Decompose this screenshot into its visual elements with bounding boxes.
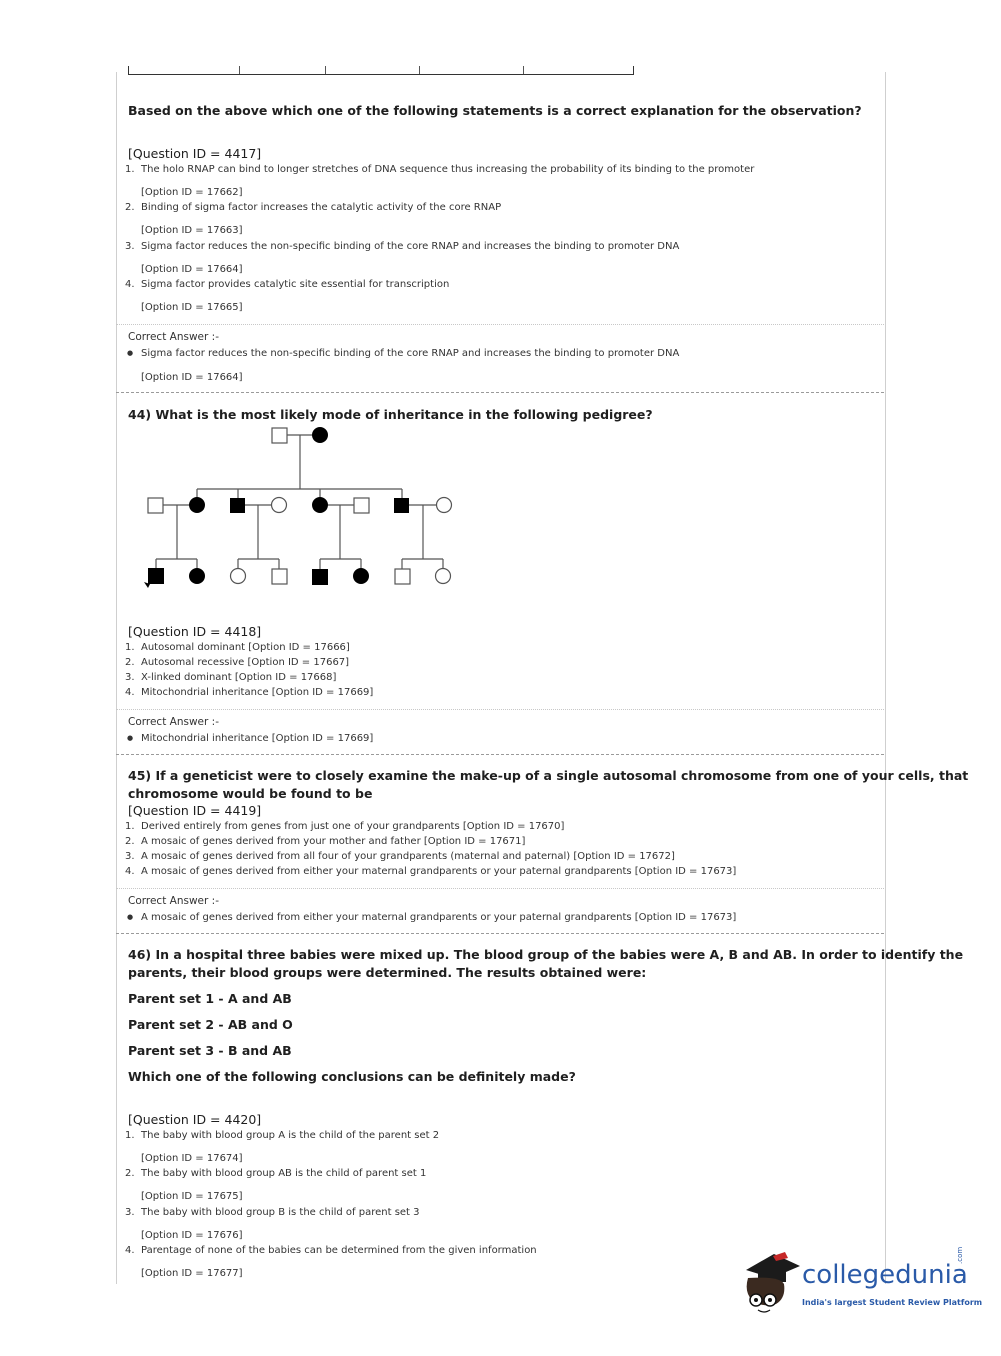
question-text: 44) What is the most likely mode of inheritance in the following pedigree? xyxy=(128,407,653,422)
intro-question: Based on the above which one of the following statements is a correct explanation for the observation? xyxy=(128,103,862,118)
option-text: X-linked dominant [Option ID = 17668] xyxy=(141,672,337,683)
option-text: Sigma factor provides catalytic site essential for transcription xyxy=(141,279,450,290)
option-text: The baby with blood group A is the child of the parent set 2 xyxy=(141,1130,440,1141)
male-affected xyxy=(394,498,409,513)
question-text: parents, their blood groups were determined. The results obtained were: xyxy=(128,965,647,980)
question-separator xyxy=(116,754,884,755)
female-unaffected xyxy=(437,498,452,513)
male-affected xyxy=(230,498,245,513)
divider xyxy=(116,888,884,889)
logo-tagline: India's largest Student Review Platform xyxy=(802,1298,983,1307)
option-number: 3. xyxy=(125,241,135,252)
option-number: 2. xyxy=(125,836,135,847)
correct-answer-text: ● A mosaic of genes derived from either your maternal grandparents or your paternal grandparents [Option ID = 17673] xyxy=(141,912,736,923)
option-text: Binding of sigma factor increases the catalytic activity of the core RNAP xyxy=(141,202,502,213)
option-number: 4. xyxy=(125,687,135,698)
parent-set: Parent set 1 - A and AB xyxy=(128,991,292,1006)
option-id: [Option ID = 17676] xyxy=(141,1230,243,1241)
option-id: [Option ID = 17665] xyxy=(141,302,243,313)
option-number: 1. xyxy=(125,821,135,832)
logo-name: collegedunia xyxy=(802,1260,968,1290)
option-text: Autosomal recessive [Option ID = 17667] xyxy=(141,657,350,668)
correct-answer-text: ● Sigma factor reduces the non-specific binding of the core RNAP and increases the binding to promoter DNA xyxy=(141,348,679,359)
correct-answer-text: ● Mitochondrial inheritance [Option ID = 17669] xyxy=(141,733,373,744)
parent-set: Parent set 2 - AB and O xyxy=(128,1017,293,1032)
male-unaffected xyxy=(148,498,163,513)
male-affected xyxy=(148,568,164,584)
female-affected xyxy=(312,427,328,443)
option-number: 4. xyxy=(125,1245,135,1256)
option-id: [Option ID = 17674] xyxy=(141,1153,243,1164)
option-number: 1. xyxy=(125,164,135,175)
mascot-icon xyxy=(740,1248,802,1316)
option-text: Parentage of none of the babies can be determined from the given information xyxy=(141,1245,537,1256)
question-id: [Question ID = 4417] xyxy=(128,146,262,161)
option-number: 3. xyxy=(125,1207,135,1218)
option-number: 2. xyxy=(125,657,135,668)
female-affected xyxy=(312,497,328,513)
option-number: 4. xyxy=(125,866,135,877)
question-separator xyxy=(116,392,884,393)
female-unaffected xyxy=(231,569,246,584)
correct-option-id: [Option ID = 17664] xyxy=(141,372,243,383)
option-id: [Option ID = 17677] xyxy=(141,1268,243,1279)
option-text: A mosaic of genes derived from your mother and father [Option ID = 17671] xyxy=(141,836,526,847)
option-text: The baby with blood group B is the child of parent set 3 xyxy=(141,1207,420,1218)
option-number: 1. xyxy=(125,1130,135,1141)
option-text: Sigma factor reduces the non-specific binding of the core RNAP and increases the binding to promoter DNA xyxy=(141,241,680,252)
option-text: Autosomal dominant [Option ID = 17666] xyxy=(141,642,350,653)
female-affected xyxy=(189,568,205,584)
correct-answer-label: Correct Answer :- xyxy=(128,895,219,907)
option-number: 2. xyxy=(125,202,135,213)
option-id: [Option ID = 17675] xyxy=(141,1191,243,1202)
option-text: The holo RNAP can bind to longer stretches of DNA sequence thus increasing the probability of its binding to the promoter xyxy=(141,164,755,175)
pedigree-diagram xyxy=(140,420,470,595)
option-text: A mosaic of genes derived from either your maternal grandparents or your paternal grandparents [Option ID = 17673] xyxy=(141,866,737,877)
female-affected xyxy=(189,497,205,513)
male-unaffected xyxy=(395,569,410,584)
divider xyxy=(116,709,884,710)
option-number: 1. xyxy=(125,642,135,653)
correct-answer-label: Correct Answer :- xyxy=(128,716,219,728)
male-affected xyxy=(312,569,328,585)
question-prompt: Which one of the following conclusions can be definitely made? xyxy=(128,1069,576,1084)
option-text: Mitochondrial inheritance [Option ID = 17669] xyxy=(141,687,374,698)
female-affected xyxy=(353,568,369,584)
option-text: Derived entirely from genes from just one of your grandparents [Option ID = 17670] xyxy=(141,821,565,832)
male-unaffected xyxy=(272,569,287,584)
option-id: [Option ID = 17662] xyxy=(141,187,243,198)
female-unaffected xyxy=(272,498,287,513)
question-text: 46) In a hospital three babies were mixed up. The blood group of the babies were A, B and AB. In order to identify the xyxy=(128,947,964,962)
question-id: [Question ID = 4419] xyxy=(128,803,262,818)
question-id: [Question ID = 4420] xyxy=(128,1112,262,1127)
question-text: chromosome would be found to be xyxy=(128,786,373,801)
female-unaffected xyxy=(436,569,451,584)
option-id: [Option ID = 17664] xyxy=(141,264,243,275)
option-number: 4. xyxy=(125,279,135,290)
logo-com: .com xyxy=(956,1246,964,1264)
collegedunia-logo xyxy=(740,1246,983,1318)
option-number: 3. xyxy=(125,672,135,683)
option-number: 3. xyxy=(125,851,135,862)
option-text: A mosaic of genes derived from all four of your grandparents (maternal and paternal) [Option ID = 17672] xyxy=(141,851,675,862)
question-separator xyxy=(116,933,884,934)
option-number: 2. xyxy=(125,1168,135,1179)
parent-set: Parent set 3 - B and AB xyxy=(128,1043,292,1058)
question-id: [Question ID = 4418] xyxy=(128,624,262,639)
correct-answer-label: Correct Answer :- xyxy=(128,331,219,343)
option-text: The baby with blood group AB is the child of parent set 1 xyxy=(141,1168,427,1179)
divider xyxy=(116,324,884,325)
male-unaffected xyxy=(272,428,287,443)
question-text: 45) If a geneticist were to closely examine the make-up of a single autosomal chromosome from one of your cells, that xyxy=(128,768,969,783)
male-unaffected xyxy=(354,498,369,513)
table-bottom-edge xyxy=(128,66,634,75)
option-id: [Option ID = 17663] xyxy=(141,225,243,236)
